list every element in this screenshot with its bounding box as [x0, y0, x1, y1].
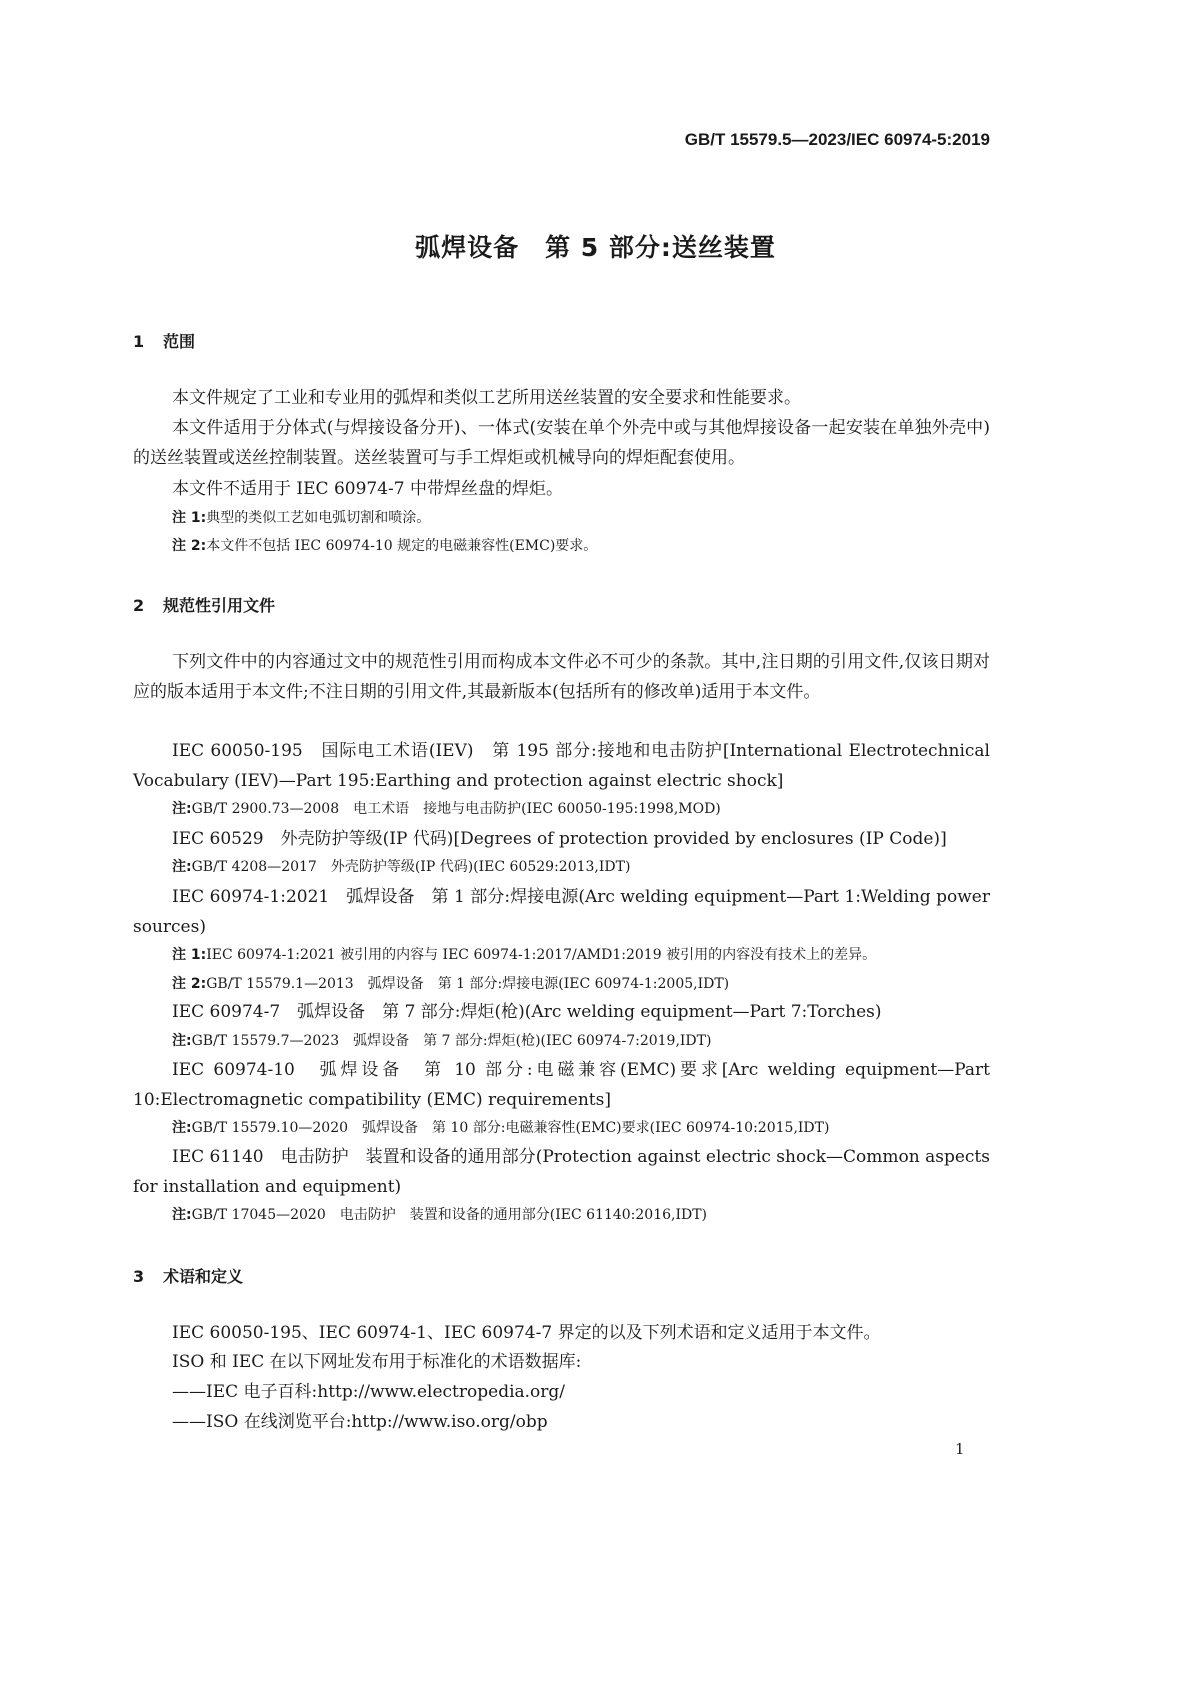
paragraph: 本文件规定了工业和专业用的弧焊和类似工艺所用送丝装置的安全要求和性能要求。 [172, 388, 801, 408]
paragraph: 本文件不适用于 IEC 60974-7 中带焊丝盘的焊炬。 [172, 479, 563, 499]
note: 注 1:IEC 60974-1:2021 被引用的内容与 IEC 60974-1:2017/AMD1:2019 被引用的内容没有技术上的差异。 [172, 947, 877, 963]
paragraph: 本文件适用于分体式(与焊接设备分开)、一体式(安装在单个外壳中或与其他焊接设备一起安装在单独外壳中)的送丝装置或送丝控制装置。送丝装置可与手工焊炬或机械导向的焊炬配套使用。 [133, 418, 990, 468]
note: 注 2:GB/T 15579.1—2013 弧焊设备 第 1 部分:焊接电源(IEC 60974-1:2005,IDT) [172, 976, 730, 992]
standard-id-header: GB/T 15579.5—2023/IEC 60974-5:2019 [684, 130, 990, 149]
paragraph: 下列文件中的内容通过文中的规范性引用而构成本文件必不可少的条款。其中,注日期的引用文件,仅该日期对应的版本适用于本文件;不注日期的引用文件,其最新版本(包括所有的修改单)适用于本文件。 [133, 652, 990, 702]
reference: IEC 61140 电击防护 装置和设备的通用部分(Protection against electric shock—Common aspects for installation and equipment) [133, 1147, 990, 1197]
note: 注:GB/T 2900.73—2008 电工术语 接地与电击防护(IEC 60050-195:1998,MOD) [172, 801, 721, 817]
reference: IEC 60974-10 弧焊设备 第 10 部分:电磁兼容(EMC)要求[Arc welding equipment—Part 10:Electromagnetic compatibility (EMC) requirements] [133, 1060, 990, 1110]
paragraph: ISO 和 IEC 在以下网址发布用于标准化的术语数据库: [172, 1352, 582, 1372]
paragraph: IEC 60050-195、IEC 60974-1、IEC 60974-7 界定的以及下列术语和定义适用于本文件。 [172, 1323, 881, 1343]
page-number: 1 [955, 1440, 965, 1458]
note: 注:GB/T 17045—2020 电击防护 装置和设备的通用部分(IEC 61140:2016,IDT) [172, 1207, 708, 1223]
section-2-heading: 2 规范性引用文件 [133, 596, 276, 615]
note: 注:GB/T 15579.10—2020 弧焊设备 第 10 部分:电磁兼容性(EMC)要求(IEC 60974-10:2015,IDT) [172, 1120, 830, 1136]
list-item-iso-obp: ——ISO 在线浏览平台:http://www.iso.org/obp [172, 1412, 548, 1432]
reference: IEC 60529 外壳防护等级(IP 代码)[Degrees of protection provided by enclosures (IP Code)] [172, 829, 947, 849]
list-item-electropedia: ——IEC 电子百科:http://www.electropedia.org/ [172, 1382, 566, 1402]
note: 注 2:本文件不包括 IEC 60974-10 规定的电磁兼容性(EMC)要求。 [172, 538, 598, 554]
note: 注:GB/T 15579.7—2023 弧焊设备 第 7 部分:焊炬(枪)(IEC 60974-7:2019,IDT) [172, 1033, 712, 1049]
note: 注 1:典型的类似工艺如电弧切割和喷涂。 [172, 510, 431, 526]
section-1-heading: 1 范围 [133, 332, 196, 351]
reference: IEC 60974-7 弧焊设备 第 7 部分:焊炬(枪)(Arc welding equipment—Part 7:Torches) [172, 1002, 882, 1022]
document-title: 弧焊设备 第 5 部分:送丝装置 [415, 233, 776, 262]
reference: IEC 60050-195 国际电工术语(IEV) 第 195 部分:接地和电击防护[International Electrotechnical Vocabulary (IEV)—Part 195:Earthing and protection against electric shock] [133, 741, 990, 791]
note: 注:GB/T 4208—2017 外壳防护等级(IP 代码)(IEC 60529:2013,IDT) [172, 859, 631, 875]
reference: IEC 60974-1:2021 弧焊设备 第 1 部分:焊接电源(Arc welding equipment—Part 1:Welding power sources) [133, 887, 990, 937]
section-3-heading: 3 术语和定义 [133, 1267, 244, 1286]
